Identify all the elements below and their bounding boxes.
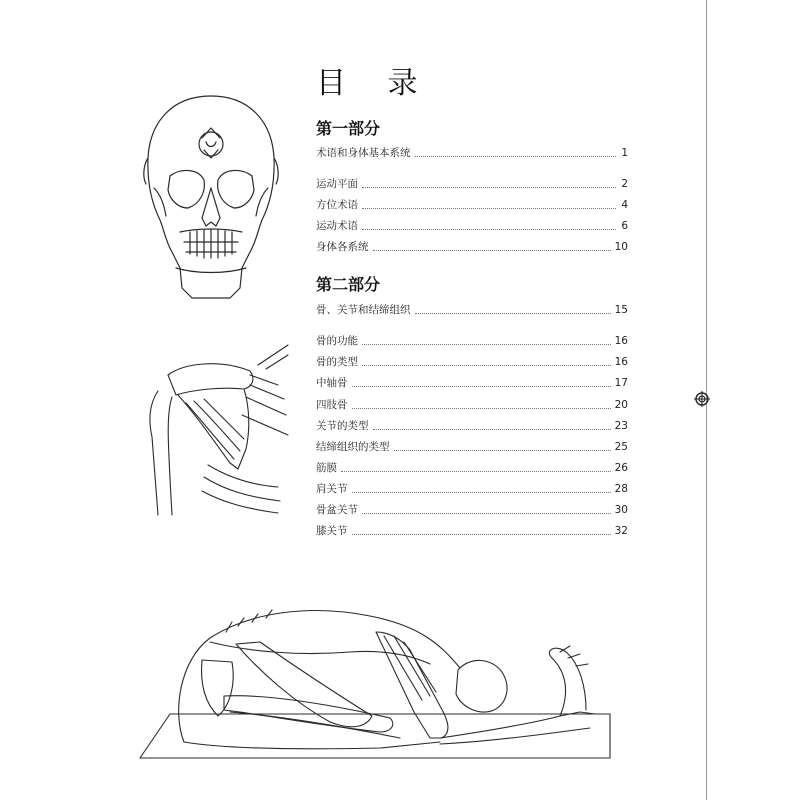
toc-entry-page: 2 [621, 178, 628, 190]
toc-entry[interactable] [316, 396, 628, 412]
toc-entry[interactable] [316, 438, 628, 454]
toc-entry[interactable] [316, 144, 628, 160]
dot-leader [352, 408, 611, 409]
toc-entry[interactable] [316, 217, 628, 233]
dot-leader [362, 513, 611, 514]
toc-entry-page: 10 [614, 241, 628, 253]
dot-leader [352, 386, 611, 387]
toc-entry-label: 中轴骨 [316, 377, 348, 389]
shoulder-illustration [138, 345, 288, 520]
toc-entry-label: 身体各系统 [316, 241, 369, 253]
dot-leader [362, 344, 611, 345]
toc-entry-page: 28 [614, 483, 628, 495]
part-heading-2: 第二部分 [316, 275, 381, 294]
toc-entry-label: 骨的功能 [316, 335, 358, 347]
dot-leader [362, 187, 616, 188]
toc-entry-page: 25 [614, 441, 628, 453]
toc-entry[interactable] [316, 301, 628, 317]
toc-entry-page: 1 [621, 147, 628, 159]
part-heading-1: 第一部分 [316, 119, 381, 138]
dot-leader [362, 365, 611, 366]
toc-entry[interactable] [316, 175, 628, 191]
toc-entry-label: 术语和身体基本系统 [316, 147, 411, 159]
toc-entry[interactable] [316, 196, 628, 212]
toc-entry-label: 膝关节 [316, 525, 348, 537]
toc-entry[interactable] [316, 459, 628, 475]
toc-entry-label: 肩关节 [316, 483, 348, 495]
toc-entry-label: 运动平面 [316, 178, 358, 190]
registration-mark-icon [694, 391, 710, 407]
dot-leader [373, 429, 611, 430]
toc-entry-label: 运动术语 [316, 220, 358, 232]
dot-leader [415, 156, 617, 157]
dot-leader [352, 492, 611, 493]
dot-leader [352, 534, 611, 535]
toc-entry-page: 30 [614, 504, 628, 516]
toc-entry-page: 16 [614, 335, 628, 347]
toc-entry-page: 32 [614, 525, 628, 537]
toc-title: 目 录 [316, 66, 434, 101]
toc-entry-label: 方位术语 [316, 199, 358, 211]
dot-leader [373, 250, 611, 251]
toc-entry[interactable] [316, 374, 628, 390]
toc-entry-label: 骨盆关节 [316, 504, 358, 516]
toc-entry[interactable] [316, 480, 628, 496]
toc-entry[interactable] [316, 522, 628, 538]
toc-entry-page: 15 [614, 304, 628, 316]
toc-entry-page: 17 [614, 377, 628, 389]
skull-illustration [140, 92, 282, 310]
toc-entry[interactable] [316, 417, 628, 433]
toc-entry-label: 结缔组织的类型 [316, 441, 390, 453]
toc-entry-label: 筋膜 [316, 462, 337, 474]
toc-entry-page: 6 [621, 220, 628, 232]
toc-entry-label: 关节的类型 [316, 420, 369, 432]
dot-leader [362, 229, 616, 230]
toc-entry-label: 骨的类型 [316, 356, 358, 368]
toc-entry[interactable] [316, 238, 628, 254]
toc-entry-label: 骨、关节和结缔组织 [316, 304, 411, 316]
toc-entry-page: 16 [614, 356, 628, 368]
toc-entry[interactable] [316, 332, 628, 348]
dot-leader [415, 313, 611, 314]
toc-entry-page: 26 [614, 462, 628, 474]
toc-entry-page: 20 [614, 399, 628, 411]
toc-entry[interactable] [316, 501, 628, 517]
toc-entry-page: 4 [621, 199, 628, 211]
toc-entry-page: 23 [614, 420, 628, 432]
toc-entry-label: 四肢骨 [316, 399, 348, 411]
dot-leader [394, 450, 611, 451]
toc-entry[interactable] [316, 353, 628, 369]
seated-forward-bend-illustration [140, 592, 630, 772]
dot-leader [362, 208, 616, 209]
dot-leader [341, 471, 611, 472]
